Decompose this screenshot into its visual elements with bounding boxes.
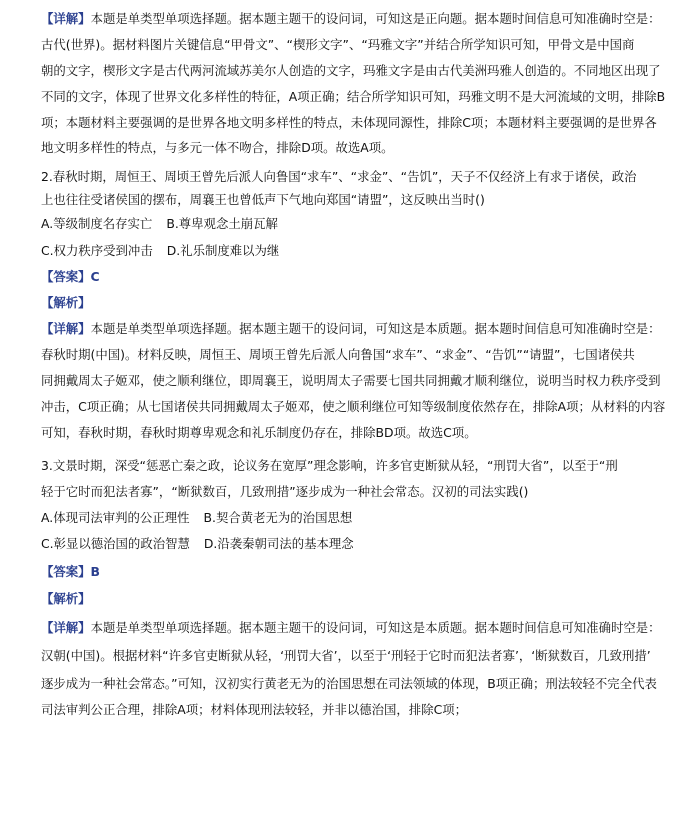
question-2-stem: 2.春秋时期，周恒王、周顷王曾先后派人向鲁国“求车”、“求金”、“告饥”，天子不仅经济上有求于诸侯，政治	[41, 169, 637, 184]
analysis-text: 本题是单类型单项选择题。据本题主题干的设问词，可知这是正向题。据本题时间信息可知准确时空是：	[90, 11, 661, 26]
analysis-line: 冲击，C项正确；从七国诸侯共同拥戴周太子姬邓，使之顺利继位可知等级制度依然存在，排除A项；从材料的内容	[41, 399, 666, 414]
detail-tag: 【详解】	[41, 321, 91, 336]
question-2-options-row	[41, 213, 667, 235]
question-3-options-row	[41, 533, 667, 555]
analysis-line: 逐步成为一种社会常态。”可知，汉初实行黄老无为的治国思想在司法领域的体现，B项正确；刑法较轻不完全代表	[41, 676, 657, 691]
question-2-stem: 上也往往受诸侯国的摆布，周襄王也曾低声下气地向郑国“请盟”，这反映出当时()	[41, 192, 485, 207]
analysis-line: 春秋时期(中国)。材料反映，周恒王、周顷王曾先后派人向鲁国“求车”、“求金”、“告饥”“请盟”，七国诸侯共	[41, 347, 635, 362]
question-3-stem: 轻于它时而犯法者寡”，“断狱数百，几致刑措”逐步成为一种社会常态。汉初的司法实践()	[41, 484, 529, 499]
analysis-line: 不同的文字，体现了世界文化多样性的特征，A项正确；结合所学知识可知，玛雅文明不是大河流域的文明，排除B	[41, 89, 666, 104]
option-c: C.彰显以德治国的政治智慧	[41, 536, 190, 551]
answer-label: 【答案】B	[41, 564, 101, 579]
detail-tag: 【详解】	[41, 11, 91, 26]
analysis-line: 可知，春秋时期，春秋时期尊卑观念和礼乐制度仍存在，排除BD项。故选C项。	[41, 425, 477, 440]
option-a: A.等级制度名存实亡	[41, 216, 153, 231]
analysis-line	[41, 617, 667, 639]
analysis-line	[41, 8, 667, 30]
answer-label: 【答案】C	[41, 269, 100, 284]
analysis-line: 地文明多样性的特点，与多元一体不吻合，排除D项。故选A项。	[41, 140, 394, 155]
analysis-line: 汉朝(中国)。根据材料“许多官吏断狱从轻，‘刑罚大省’，以至于‘刑轻于它时而犯法者寡’，‘断狱数百，几致刑措’	[41, 648, 651, 663]
analysis-line: 司法审判公正合理，排除A项；材料体现刑法较轻，并非以德治国，排除C项；	[41, 702, 468, 717]
analysis-text: 本题是单类型单项选择题。据本题主题干的设问词，可知这是本质题。据本题时间信息可知准确时空是：	[90, 620, 661, 635]
option-b: B.契合黄老无为的治国思想	[203, 510, 353, 525]
analysis-line: 项；本题材料主要强调的是世界各地文明多样性的特点，未体现同源性，排除C项；本题材料主要强调的是世界各	[41, 115, 657, 130]
option-b: B.尊卑观念土崩瓦解	[166, 216, 278, 231]
analysis-text: 本题是单类型单项选择题。据本题主题干的设问词，可知这是本质题。据本题时间信息可知准确时空是：	[90, 321, 661, 336]
question-3-options-row	[41, 507, 667, 529]
option-d: D.礼乐制度难以为继	[166, 243, 280, 258]
analysis-heading: 【解析】	[41, 295, 91, 310]
option-d: D.沿袭秦朝司法的基本理念	[203, 536, 354, 551]
option-c: C.权力秩序受到冲击	[41, 243, 153, 258]
analysis-line	[41, 318, 667, 340]
detail-tag: 【详解】	[41, 620, 91, 635]
analysis-line: 朝的文字，楔形文字是古代两河流域苏美尔人创造的文字，玛雅文字是由古代美洲玛雅人创造的。不同地区出现了	[41, 63, 661, 78]
question-2-options-row	[41, 240, 667, 262]
question-3-stem: 3.文景时期，深受“惩恶亡秦之政，论议务在宽厚”理念影响，许多官吏断狱从轻，“刑罚大省”，以至于“刑	[41, 458, 618, 473]
analysis-line: 古代(世界)。据材料图片关键信息“甲骨文”、“楔形文字”、“玛雅文字”并结合所学知识可知，甲骨文是中国商	[41, 37, 635, 52]
analysis-line: 同拥戴周太子姬邓，使之顺利继位，即周襄王，说明周太子需要七国共同拥戴才顺利继位，说明当时权力秩序受到	[41, 373, 661, 388]
option-a: A.体现司法审判的公正理性	[41, 510, 190, 525]
analysis-heading: 【解析】	[41, 591, 91, 606]
